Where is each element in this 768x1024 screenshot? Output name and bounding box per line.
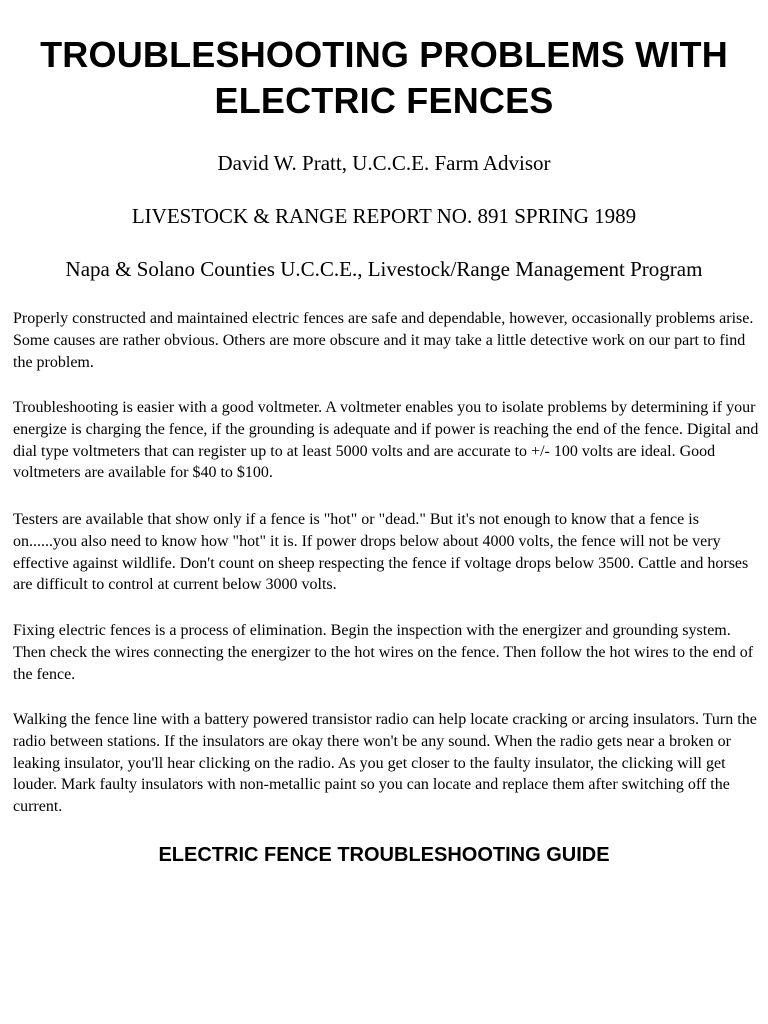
paragraph-testers: Testers are available that show only if a fence is "hot" or "dead." But it's not enough to know that a fence is on......you also need to know how "hot" it is. If power drops below about 4000 volts, the fence will not be very effective against wildlife. Don't count on sheep respecting the fence if voltage drops below 3500. Cattle and horses are difficult to control at current below 3000 volts. xyxy=(13,511,749,594)
author-line: David W. Pratt, U.C.C.E. Farm Advisor xyxy=(217,151,551,175)
paragraph-intro: Properly constructed and maintained electric fences are safe and dependable, however, occasionally problems arise. Some causes are rather obvious. Others are more obscure and it may take a little detective work on our part to find the problem. xyxy=(13,310,754,371)
document-title: TROUBLESHOOTING PROBLEMS WITH ELECTRIC FENCES xyxy=(40,34,728,121)
paragraph-radio: Walking the fence line with a battery powered transistor radio can help locate cracking or arcing insulators. Turn the radio between stations. If the insulators are okay there won't be any sound. When the radio gets near a broken or leaking insulator, you'll hear clicking on the radio. As you get closer to the faulty insulator, the clicking will get louder. Mark faulty insulators with non-metallic paint so you can locate and replace them after switching off the current. xyxy=(13,711,757,816)
paragraph-voltmeter: Troubleshooting is easier with a good voltmeter. A voltmeter enables you to isolate problems by determining if your energize is charging the fence, if the grounding is adequate and if power is reaching the end of the fence. Digital and dial type voltmeters that can register up to at least 5000 volts and are accurate to +/- 100 volts are ideal. Good voltmeters are available for $40 to $100. xyxy=(13,399,759,482)
program-line: Napa & Solano Counties U.C.C.E., Livestock/Range Management Program xyxy=(65,257,703,281)
paragraph-elimination: Fixing electric fences is a process of elimination. Begin the inspection with the energizer and grounding system. Then check the wires connecting the energizer to the hot wires on the fence. Then follow the hot wires to the end of the fence. xyxy=(13,622,754,683)
section-heading: ELECTRIC FENCE TROUBLESHOOTING GUIDE xyxy=(158,844,610,866)
report-line: LIVESTOCK & RANGE REPORT NO. 891 SPRING 1989 xyxy=(131,204,637,228)
